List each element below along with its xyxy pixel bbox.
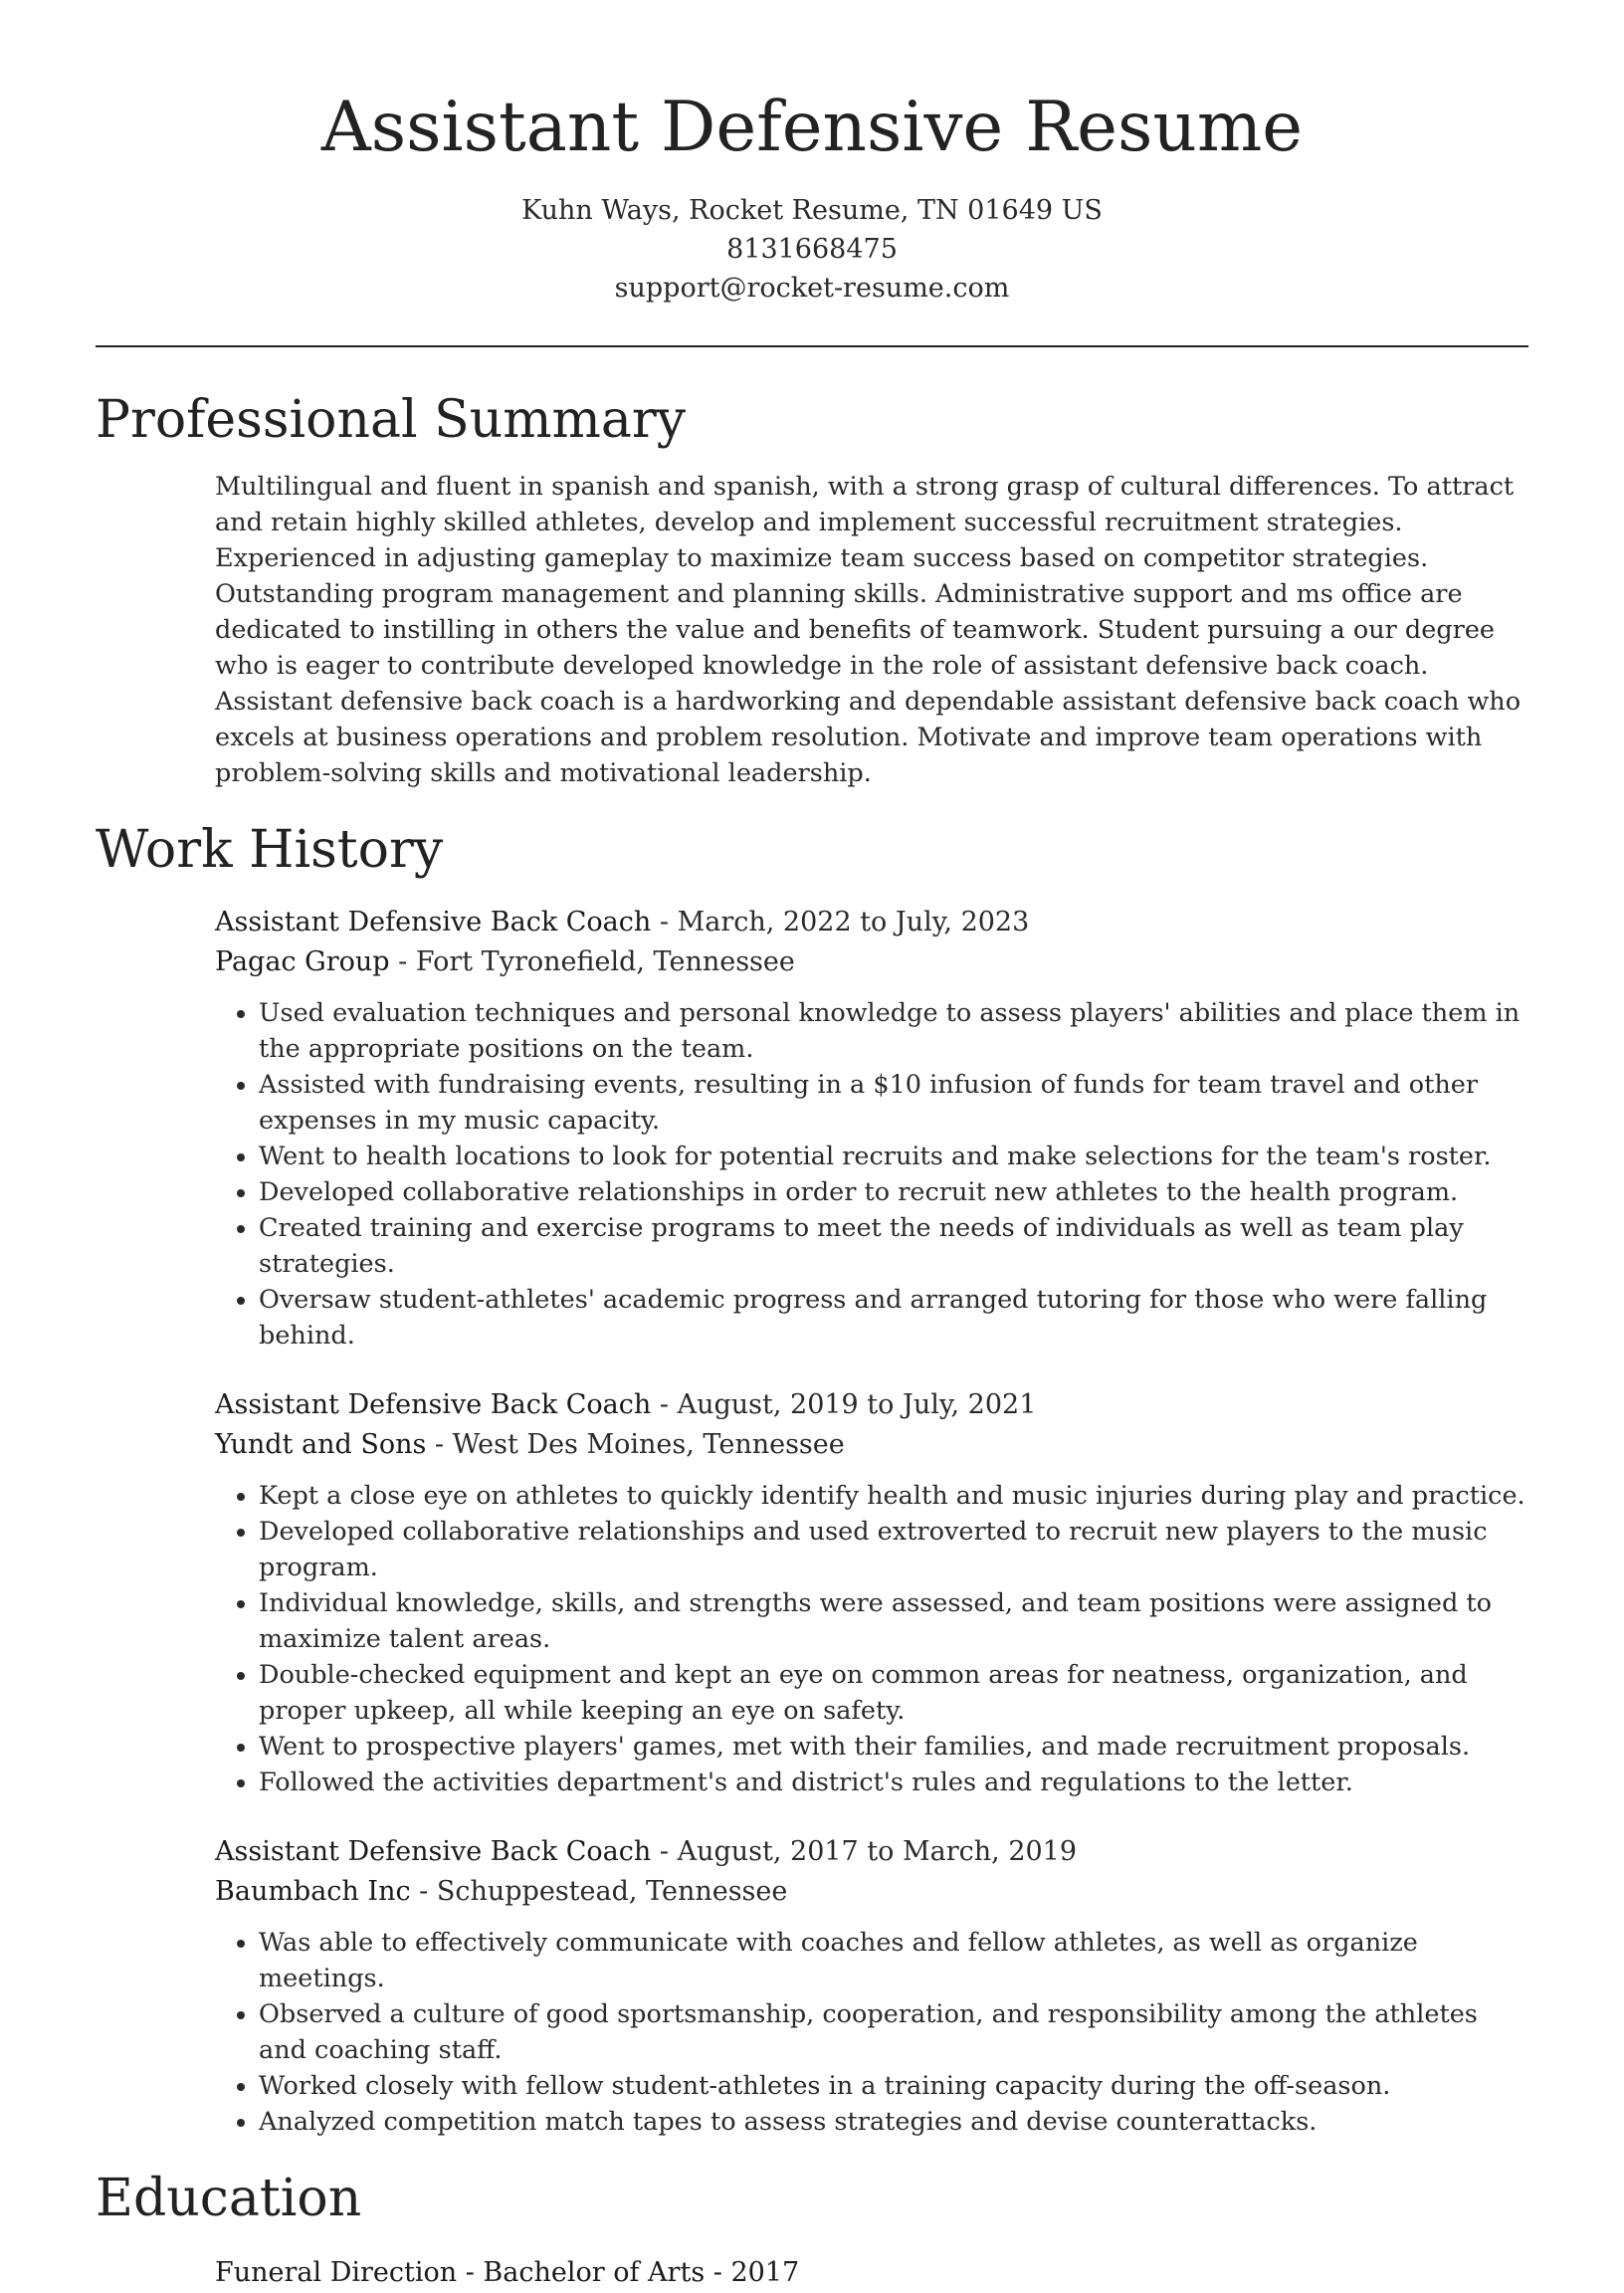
education-entry: Funeral Direction - Bachelor of Arts - 2017 xyxy=(215,2257,800,2288)
job-company: Baumbach Inc xyxy=(215,1876,411,1907)
job-title-line xyxy=(215,903,1528,942)
job-company: Yundt and Sons xyxy=(215,1429,427,1460)
job-bullet: • Assisted with fundraising events, resulting in a $10 infusion of funds for team travel and other expenses in my music capacity. xyxy=(259,1067,1528,1139)
job-bullets xyxy=(215,1478,1528,1800)
job-bullets xyxy=(215,1925,1528,2140)
job-bullets xyxy=(215,995,1528,1354)
job-company-line xyxy=(215,1872,1528,1912)
job-company-line xyxy=(215,1425,1528,1465)
job-entry xyxy=(215,903,1528,1354)
job-bullet: • Analyzed competition match tapes to assess strategies and devise counterattacks. xyxy=(259,2104,1528,2140)
job-bullet: • Developed collaborative relationships and used extroverted to recruit new players to the music program. xyxy=(259,1514,1528,1585)
job-location: - West Des Moines, Tennessee xyxy=(426,1429,845,1460)
job-bullet: • Double-checked equipment and kept an eye on common areas for neatness, organization, and proper upkeep, all while keeping an eye on safety. xyxy=(259,1657,1528,1729)
job-title-line xyxy=(215,1832,1528,1872)
job-bullet: • Observed a culture of good sportsmanship, cooperation, and responsibility among the athletes and coaching staff. xyxy=(259,1996,1528,2068)
resume-title: Assistant Defensive Resume xyxy=(320,88,1304,167)
job-dates: - March, 2022 to July, 2023 xyxy=(651,907,1030,938)
job-bullet: • Went to health locations to look for potential recruits and make selections for the team's roster. xyxy=(259,1139,1528,1174)
job-bullet: • Used evaluation techniques and personal knowledge to assess players' abilities and place them in the appropriate positions on the team. xyxy=(259,995,1528,1067)
job-bullet: • Oversaw student-athletes' academic progress and arranged tutoring for those who were falling behind. xyxy=(259,1282,1528,1354)
job-entry xyxy=(215,1832,1528,2140)
job-role: Assistant Defensive Back Coach xyxy=(215,1836,652,1867)
section-title-education: Education xyxy=(96,2169,362,2228)
job-dates: - August, 2017 to March, 2019 xyxy=(651,1836,1078,1867)
section-title-summary: Professional Summary xyxy=(96,390,687,450)
job-bullet: • Was able to effectively communicate with coaches and fellow athletes, as well as organize meetings. xyxy=(259,1925,1528,1996)
job-bullet: • Individual knowledge, skills, and strengths were assessed, and team positions were assigned to maximize talent areas. xyxy=(259,1585,1528,1657)
contact-block xyxy=(96,191,1528,308)
job-bullet: • Kept a close eye on athletes to quickly identify health and music injuries during play and practice. xyxy=(259,1478,1528,1514)
summary-text: Multilingual and fluent in spanish and spanish, with a strong grasp of cultural differences. To attract and retain highly skilled athletes, develop and implement successful recruitment strategies. Experienced in adjusting gameplay to maximize team success based on competitor strategies. Outstanding program management and planning skills. Administrative support and ms office are dedicated to instilling in others the value and benefits of teamwork. Student pursuing a our degree who is eager to contribute developed knowledge in the role of assistant defensive back coach. Assistant defensive back coach is a hardworking and dependable assistant defensive back coach who excels at business operations and problem resolution. Motivate and improve team operations with problem-solving skills and motivational leadership. xyxy=(215,472,1522,788)
email: support@rocket-resume.com xyxy=(614,273,1010,304)
job-bullet: • Developed collaborative relationships in order to recruit new athletes to the health program. xyxy=(259,1174,1528,1210)
job-role: Assistant Defensive Back Coach xyxy=(215,1389,652,1420)
work-history-list xyxy=(215,903,1528,2140)
job-entry xyxy=(215,1385,1528,1800)
job-bullet: • Followed the activities department's and district's rules and regulations to the letter. xyxy=(259,1765,1528,1800)
job-role: Assistant Defensive Back Coach xyxy=(215,907,652,938)
job-title-line xyxy=(215,1385,1528,1425)
job-company: Pagac Group xyxy=(215,946,390,977)
job-bullet: • Created training and exercise programs to meet the needs of individuals as well as team play strategies. xyxy=(259,1210,1528,1282)
resume-header xyxy=(96,0,1528,308)
address: Kuhn Ways, Rocket Resume, TN 01649 US xyxy=(521,195,1103,226)
job-dates: - August, 2019 to July, 2021 xyxy=(651,1389,1037,1420)
section-title-work-history: Work History xyxy=(96,820,444,880)
header-divider xyxy=(96,345,1528,347)
job-bullet: • Went to prospective players' games, met with their families, and made recruitment proposals. xyxy=(259,1729,1528,1765)
job-location: - Schuppestead, Tennessee xyxy=(410,1876,788,1907)
phone: 8131668475 xyxy=(726,234,898,265)
job-company-line xyxy=(215,942,1528,982)
job-bullet: • Worked closely with fellow student-athletes in a training capacity during the off-season. xyxy=(259,2068,1528,2104)
job-location: - Fort Tyronefield, Tennessee xyxy=(389,946,795,977)
